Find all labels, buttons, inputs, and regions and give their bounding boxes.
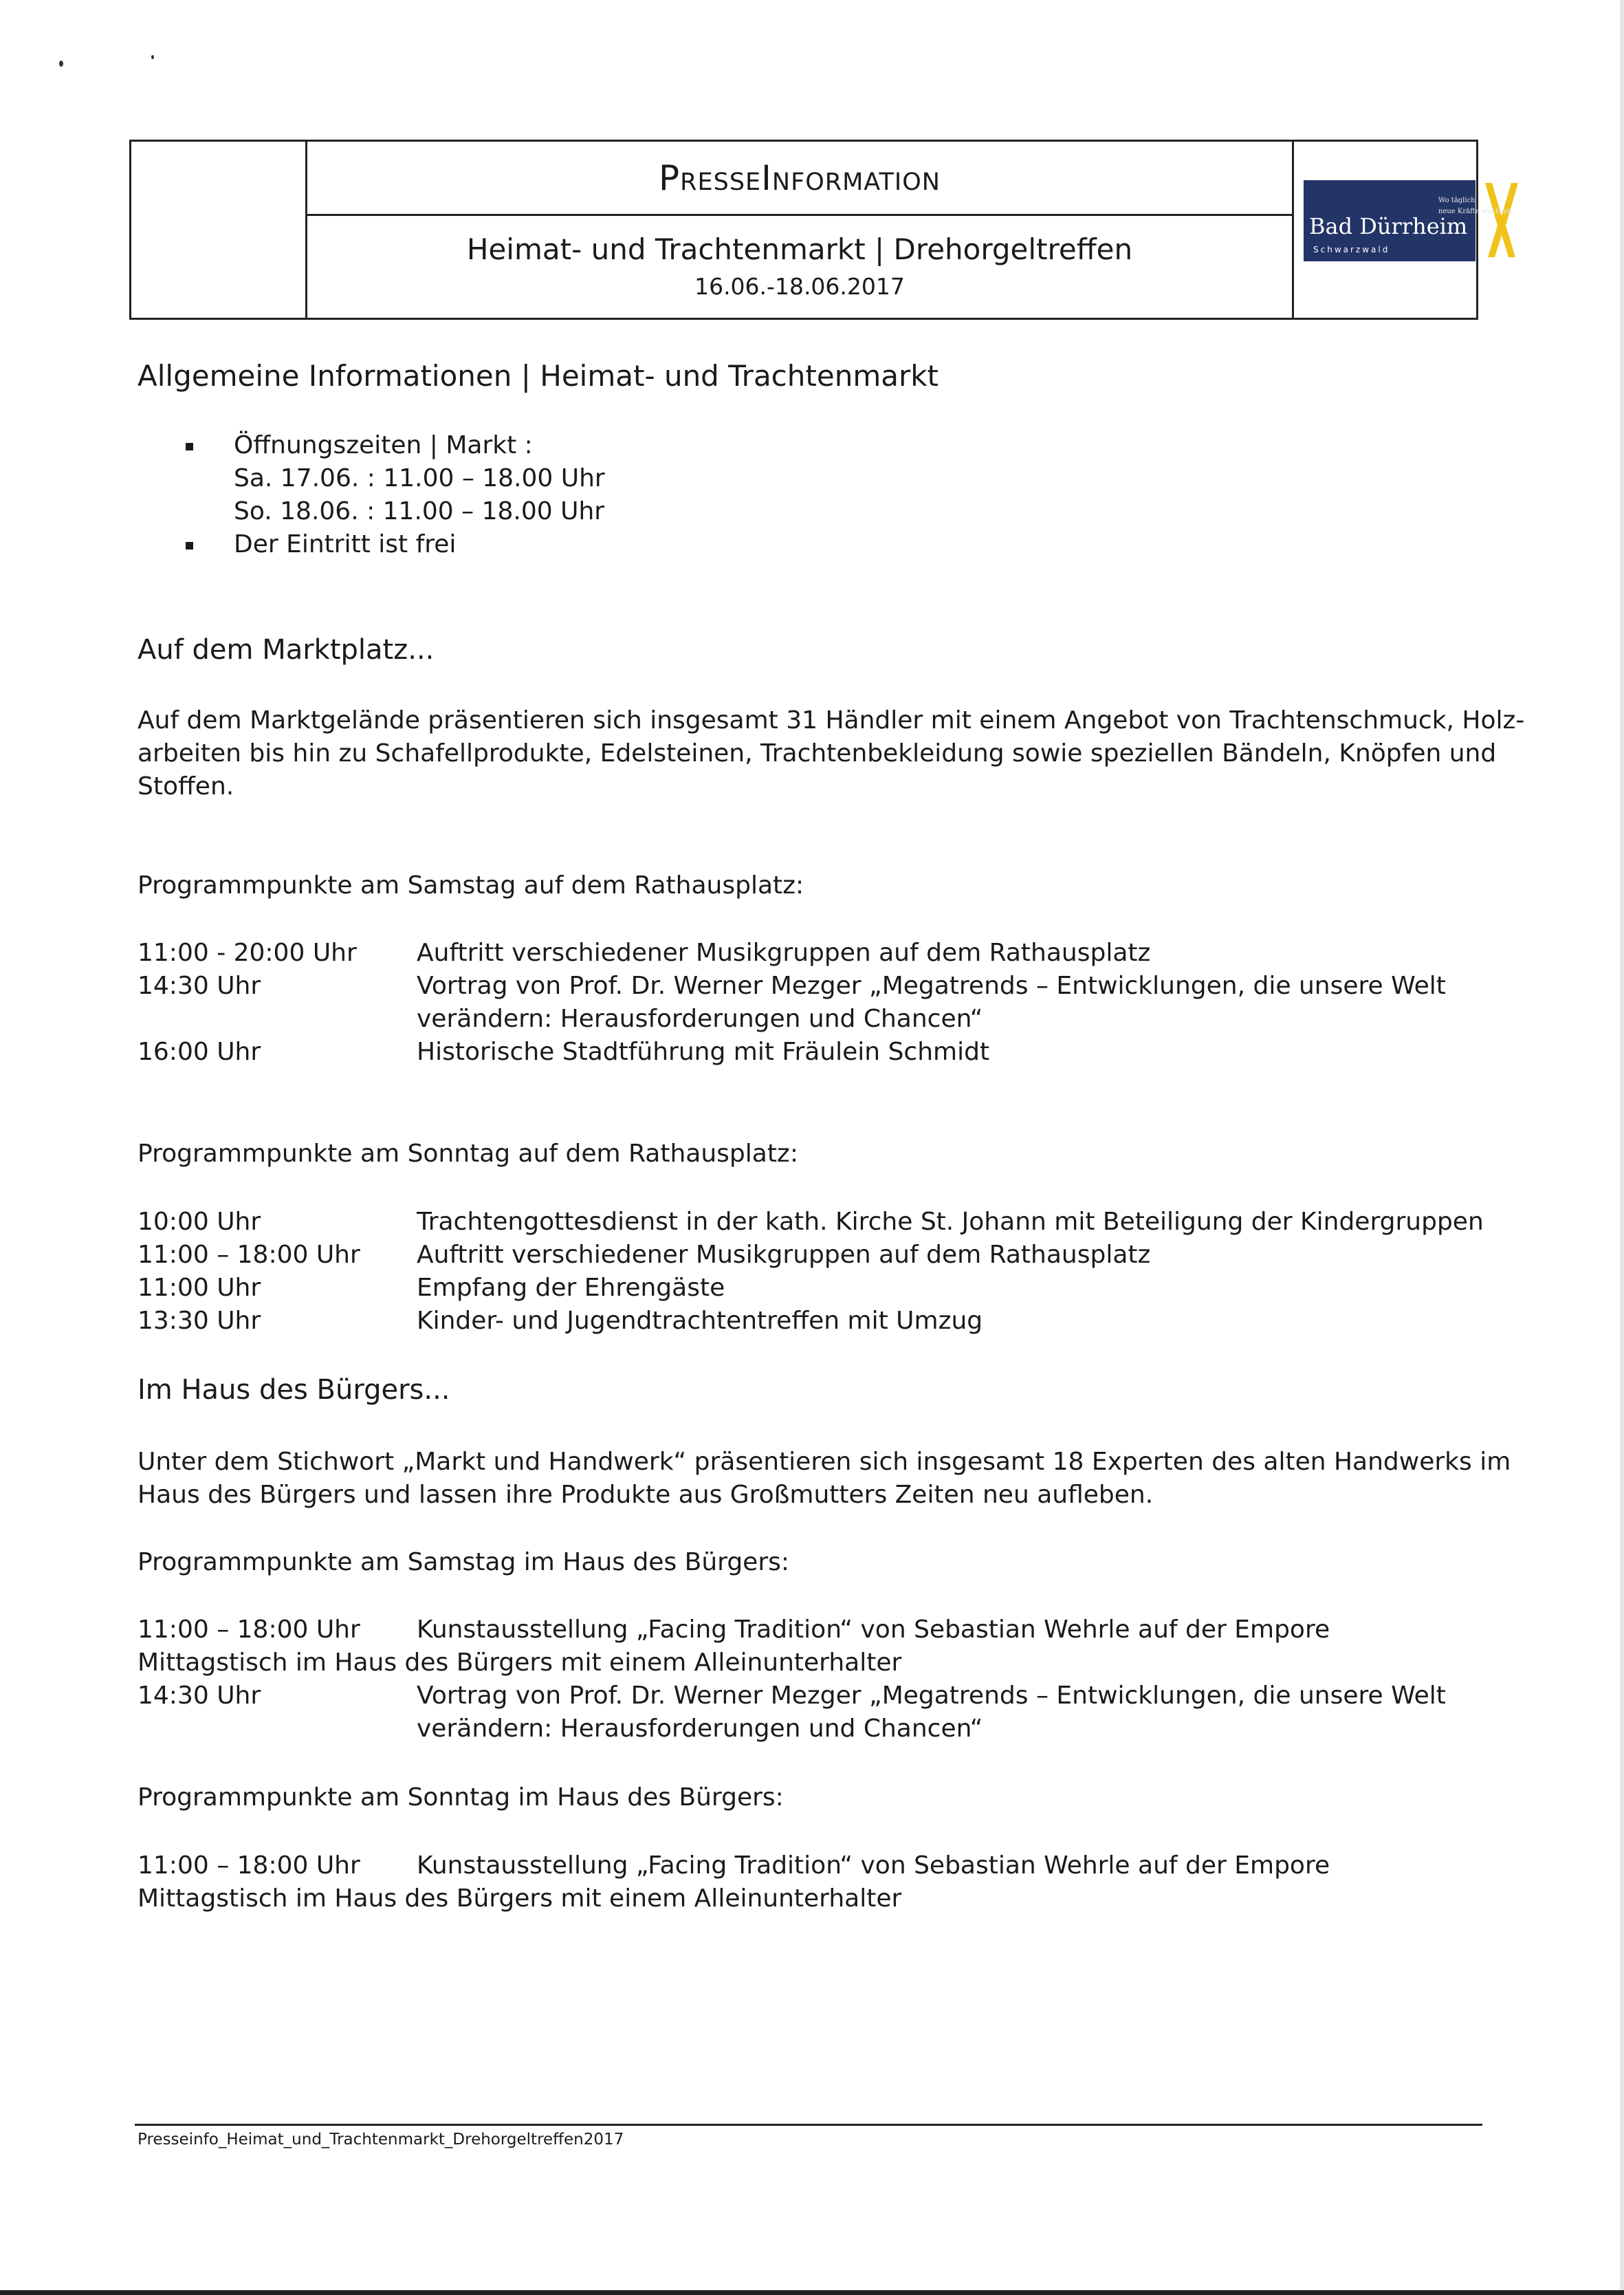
- page-title: PresseInformation: [659, 157, 941, 198]
- header-title-cell: [307, 142, 1294, 318]
- schedule-row: [138, 1882, 1485, 1915]
- footer-divider: [135, 2124, 1482, 2126]
- opening-hours-saturday: Sa. 17.06. : 11.00 – 18.00 Uhr: [234, 464, 605, 492]
- bullet-square-icon: [186, 542, 193, 550]
- schedule-time: 11:00 - 20:00 Uhr: [138, 939, 357, 967]
- schedule-description-line: verändern: Herausforderungen und Chancen“: [417, 1715, 983, 1743]
- footer-filename: Presseinfo_Heimat_und_Trachtenmarkt_Drehorgeltreffen2017: [138, 2131, 624, 2149]
- schedule-row: [138, 1849, 1485, 1882]
- schedule-description: [417, 1036, 1485, 1069]
- header-logo-cell: [1294, 142, 1512, 318]
- schedule-description-line: Auftritt verschiedener Musikgruppen auf dem Rathausplatz: [417, 1241, 1151, 1269]
- schedule-time: 11:00 – 18:00 Uhr: [138, 1616, 360, 1644]
- schedule-row: [138, 970, 1485, 1036]
- sonntag-rathaus-schedule: [138, 1206, 1485, 1338]
- schedule-full-line: Mittagstisch im Haus des Bürgers mit einem Alleinunterhalter: [138, 1884, 902, 1913]
- schedule-description: [417, 1239, 1485, 1272]
- opening-hours-label: Öffnungszeiten | Markt :: [234, 431, 533, 459]
- bullet-admission: [186, 528, 605, 561]
- schedule-time: 14:30 Uhr: [138, 972, 261, 1000]
- buerger-line-1: Unter dem Stichwort „Markt und Handwerk“ präsentieren sich insgesamt 18 Experten des alten Handwerks im: [138, 1448, 1511, 1476]
- schedule-description-line: verändern: Herausforderungen und Chancen“: [417, 1005, 983, 1033]
- marktplatz-paragraph: [138, 704, 1525, 803]
- scan-edge-bottom: [0, 2290, 1624, 2295]
- schedule-description-line: Trachtengottesdienst in der kath. Kirche St. Johann mit Beteiligung der Kindergruppen: [417, 1208, 1484, 1236]
- schedule-time: 13:30 Uhr: [138, 1307, 261, 1335]
- admission-text: Der Eintritt ist frei: [234, 530, 457, 558]
- schedule-time: 11:00 – 18:00 Uhr: [138, 1241, 360, 1269]
- schedule-description-line: Kunstausstellung „Facing Tradition“ von Sebastian Wehrle auf der Empore: [417, 1616, 1330, 1644]
- schedule-row: [138, 1613, 1485, 1646]
- schedule-description: [417, 1679, 1485, 1745]
- marktplatz-line-1: Auf dem Marktgelände präsentieren sich insgesamt 31 Händler mit einem Angebot von Trachtenschmuck, Holz-: [138, 706, 1525, 735]
- samstag-rathaus-heading: Programmpunkte am Samstag auf dem Rathausplatz:: [138, 871, 804, 900]
- schedule-description-line: Empfang der Ehrengäste: [417, 1274, 725, 1302]
- schedule-description-line: Vortrag von Prof. Dr. Werner Mezger „Megatrends – Entwicklungen, die unsere Welt: [417, 972, 1446, 1000]
- schedule-time: 16:00 Uhr: [138, 1038, 261, 1066]
- sonntag-buerger-heading: Programmpunkte am Sonntag im Haus des Bürgers:: [138, 1783, 784, 1812]
- schedule-full-line: Mittagstisch im Haus des Bürgers mit einem Alleinunterhalter: [138, 1649, 902, 1677]
- bullet-square-icon: [186, 443, 193, 450]
- sonntag-buerger-schedule: [138, 1849, 1485, 1915]
- scan-edge-right: [1620, 0, 1624, 2295]
- buerger-line-2: Haus des Bürgers und lassen ihre Produkte aus Großmutters Zeiten neu aufleben.: [138, 1481, 1154, 1509]
- marktplatz-line-3: Stoffen.: [138, 772, 234, 801]
- marktplatz-line-2: arbeiten bis hin zu Schafellprodukte, Edelsteinen, Trachtenbekleidung sowie speziellen Bändeln, Knöpfen und: [138, 739, 1497, 768]
- header-empty-cell: [131, 142, 307, 318]
- opening-hours-sunday: So. 18.06. : 11.00 – 18.00 Uhr: [234, 497, 605, 525]
- header-title-row: [307, 142, 1292, 216]
- buerger-paragraph: [138, 1446, 1511, 1512]
- schedule-time: 14:30 Uhr: [138, 1682, 261, 1710]
- event-dates: 16.06.-18.06.2017: [694, 273, 905, 300]
- schedule-description-line: Historische Stadtführung mit Fräulein Schmidt: [417, 1038, 990, 1066]
- bullet-opening-hours: [186, 429, 605, 528]
- schedule-description: [417, 970, 1485, 1036]
- schedule-row: [138, 1036, 1485, 1069]
- logo-slogan-line-2: neue Kräfte wachsen: [1438, 208, 1512, 215]
- event-subtitle: Heimat- und Trachtenmarkt | Drehorgeltreffen: [466, 232, 1133, 266]
- general-bullet-list: [186, 429, 605, 561]
- schedule-description-line: Kinder- und Jugendtrachtentreffen mit Umzug: [417, 1307, 983, 1335]
- schedule-time: 10:00 Uhr: [138, 1208, 261, 1236]
- general-heading: Allgemeine Informationen | Heimat- und Trachtenmarkt: [138, 359, 939, 393]
- logo-slogan-line-1: Wo täglich: [1438, 197, 1475, 204]
- schedule-row: [138, 1679, 1485, 1745]
- schedule-row: [138, 1239, 1485, 1272]
- header-table: [129, 140, 1512, 320]
- buerger-heading: Im Haus des Bürgers...: [138, 1374, 450, 1406]
- schedule-description-line: Kunstausstellung „Facing Tradition“ von Sebastian Wehrle auf der Empore: [417, 1851, 1330, 1880]
- schedule-description: [417, 1206, 1485, 1239]
- samstag-rathaus-schedule: [138, 937, 1485, 1069]
- logo-mark-icon: [1481, 180, 1522, 261]
- schedule-description: [417, 937, 1485, 970]
- schedule-description-line: Auftritt verschiedener Musikgruppen auf dem Rathausplatz: [417, 939, 1151, 967]
- schedule-description: [417, 1305, 1485, 1338]
- samstag-buerger-heading: Programmpunkte am Samstag im Haus des Bürgers:: [138, 1548, 790, 1576]
- bad-duerrheim-logo: [1304, 180, 1512, 261]
- schedule-row: [138, 1272, 1485, 1305]
- schedule-description: [417, 1272, 1485, 1305]
- logo-region: Schwarzwald: [1313, 245, 1390, 254]
- marktplatz-heading: Auf dem Marktplatz...: [138, 634, 435, 666]
- schedule-time: 11:00 – 18:00 Uhr: [138, 1851, 360, 1880]
- samstag-buerger-schedule: [138, 1613, 1485, 1745]
- schedule-description: [417, 1849, 1485, 1882]
- schedule-description: [417, 1613, 1485, 1646]
- schedule-row: [138, 1305, 1485, 1338]
- logo-name: Bad Dürrheim: [1309, 213, 1468, 239]
- schedule-time: 11:00 Uhr: [138, 1274, 261, 1302]
- logo-slogan: [1438, 195, 1512, 217]
- sonntag-rathaus-heading: Programmpunkte am Sonntag auf dem Rathausplatz:: [138, 1140, 798, 1168]
- schedule-description-line: Vortrag von Prof. Dr. Werner Mezger „Megatrends – Entwicklungen, die unsere Welt: [417, 1682, 1446, 1710]
- schedule-row: [138, 1646, 1485, 1679]
- header-subtitle-row: [307, 216, 1292, 320]
- schedule-row: [138, 937, 1485, 970]
- schedule-row: [138, 1206, 1485, 1239]
